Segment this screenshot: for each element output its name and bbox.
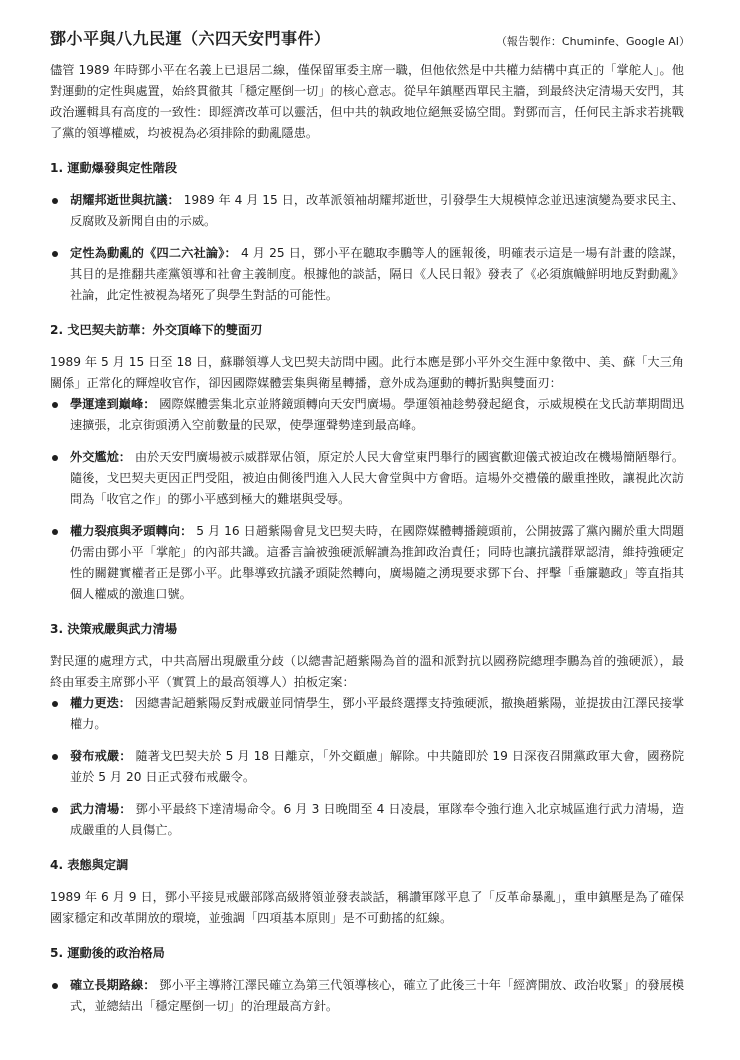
bullet-text: 鄧小平主導將江澤民確立為第三代領導核心，確立了此後三十年「經濟開放、政治收緊」的發展模式，並總結出「穩定壓倒一切」的治理最高方針。 (70, 978, 685, 1013)
intro-paragraph: 儘管 1989 年時鄧小平在名義上已退居二線，僅保留軍委主席一職，但他依然是中共權力結構中真正的「掌舵人」。他對運動的定性與處置，始終貫徹其「穩定壓倒一切」的核心意志。從早年鎮壓西單民主牆，到最終決定清場天安門，其政治邏輯具有高度的一致性：即經濟改革可以靈活，但中共的執政地位絕無妥協空間。對鄧而言，任何民主訴求若挑戰了黨的領導權威，均被視為必須排除的動亂隱患。 (50, 63, 684, 140)
section-lead: 1989 年 6 月 9 日，鄧小平接見戒嚴部隊高級將領並發表談話，稱讚軍隊平息了「反革命暴亂」，重申鎮壓是為了確保國家穩定和改革開放的環境，並強調「四項基本原則」是不可動搖的紅線。 (50, 890, 684, 925)
section-heading: 4. 表態與定調 (50, 858, 129, 872)
bullet-list (50, 394, 684, 605)
bullet-dot (52, 983, 58, 989)
list-item (50, 799, 684, 841)
section-heading: 2. 戈巴契夫訪華：外交頂峰下的雙面刃 (50, 323, 263, 337)
section-heading: 5. 運動後的政治格局 (50, 946, 165, 960)
bullet-dot (52, 807, 58, 813)
list-item (50, 975, 684, 1017)
bullet-list (50, 693, 684, 841)
bullet-text: 隨著戈巴契夫於 5 月 18 日離京，「外交顧慮」解除。中共隨即於 19 日深夜召開黨政軍大會，國務院並於 5 月 20 日正式發布戒嚴令。 (70, 749, 685, 784)
section-lead: 1989 年 5 月 15 日至 18 日，蘇聯領導人戈巴契夫訪問中國。此行本應是鄧小平外交生涯中象徵中、美、蘇「大三角關係」正常化的輝煌收官作，卻因國際媒體雲集與衛星轉播，意外成為運動的轉折點與雙面刃： (50, 355, 684, 390)
bullet-dot (52, 402, 58, 408)
list-item (50, 693, 684, 735)
bullet-dot (52, 754, 58, 760)
bullet-text: 由於天安門廣場被示威群眾佔領，原定於人民大會堂東門舉行的國賓歡迎儀式被迫改在機場簡陋舉行。隨後，戈巴契夫更因正門受阻，被迫由側後門進入人民大會堂與中方會晤。這場外交禮儀的嚴重挫敗，讓視此次訪問為「收官之作」的鄧小平感到極大的難堪與受辱。 (70, 450, 685, 506)
bullet-term: 確立長期路線： (70, 978, 156, 992)
section-heading: 3. 決策戒嚴與武力清場 (50, 622, 178, 636)
bullet-dot (52, 529, 58, 535)
bullet-term: 學運達到巔峰： (70, 397, 156, 411)
list-item (50, 447, 684, 510)
bullet-dot (52, 455, 58, 461)
bullet-list (50, 975, 684, 1017)
bullet-dot (52, 701, 58, 707)
list-item (50, 746, 684, 788)
bullet-term: 胡耀邦逝世與抗議： (70, 193, 180, 207)
list-item (50, 394, 684, 436)
bullet-text: 4 月 25 日，鄧小平在聽取李鵬等人的匯報後，明確表示這是一場有計畫的陰謀，其目的是推翻共產黨領導和社會主義制度。根據他的談話，隔日《人民日報》發表了《必須旗幟鮮明地反對動亂》社論，此定性被視為堵死了與學生對話的可能性。 (70, 246, 684, 302)
bullet-text: 因總書記趙紫陽反對戒嚴並同情學生，鄧小平最終選擇支持強硬派，撤換趙紫陽，並提拔由江澤民接掌權力。 (70, 696, 685, 731)
bullet-term: 發布戒嚴： (70, 749, 132, 763)
bullet-text: 國際媒體雲集北京並將鏡頭轉向天安門廣場。學運領袖趁勢發起絕食，示威規模在戈氏訪華期間迅速擴張，北京街頭湧入空前數量的民眾，使學運聲勢達到最高峰。 (70, 397, 685, 432)
bullet-term: 定性為動亂的《四二六社論》： (70, 246, 237, 260)
section-lead: 對民運的處理方式，中共高層出現嚴重分歧（以總書記趙紫陽為首的溫和派對抗以國務院總理李鵬為首的強硬派），最終由軍委主席鄧小平（實質上的最高領導人）拍板定案： (50, 654, 684, 689)
section-heading: 1. 運動爆發與定性階段 (50, 161, 178, 175)
bullet-term: 武力清場： (70, 802, 132, 816)
bullet-text: 鄧小平最終下達清場命令。6 月 3 日晚間至 4 日凌晨，軍隊奉令強行進入北京城區進行武力清場，造成嚴重的人員傷亡。 (70, 802, 685, 837)
document-title: 鄧小平與八九民運（六四天安門事件） (50, 29, 331, 48)
report-credit: （報告製作：Chuminfe、Google AI） (495, 35, 690, 48)
bullet-text: 1989 年 4 月 15 日，改革派領袖胡耀邦逝世，引發學生大規模悼念並迅速演變為要求民主、反腐敗及新聞自由的示威。 (70, 193, 684, 228)
list-item (50, 243, 684, 306)
bullet-term: 權力更迭： (70, 696, 132, 710)
list-item (50, 190, 684, 232)
bullet-dot (52, 251, 58, 257)
bullet-term: 外交尷尬： (70, 450, 132, 464)
bullet-text: 5 月 16 日趙紫陽會見戈巴契夫時，在國際媒體轉播鏡頭前，公開披露了黨內關於重大問題仍需由鄧小平「掌舵」的內部共識。這番言論被強硬派解讀為推卸政治責任；同時也讓抗議群眾認清，維持強硬定性的關鍵實權者正是鄧小平。此舉導致抗議矛頭陡然轉向，廣場隨之湧現要求鄧下台、抨擊「垂簾聽政」等直指其個人權威的激進口號。 (70, 524, 684, 601)
list-item (50, 521, 684, 605)
bullet-term: 權力裂痕與矛頭轉向： (70, 524, 193, 538)
document-header (50, 0, 690, 60)
bullet-dot (52, 198, 58, 204)
bullet-list (50, 190, 684, 306)
